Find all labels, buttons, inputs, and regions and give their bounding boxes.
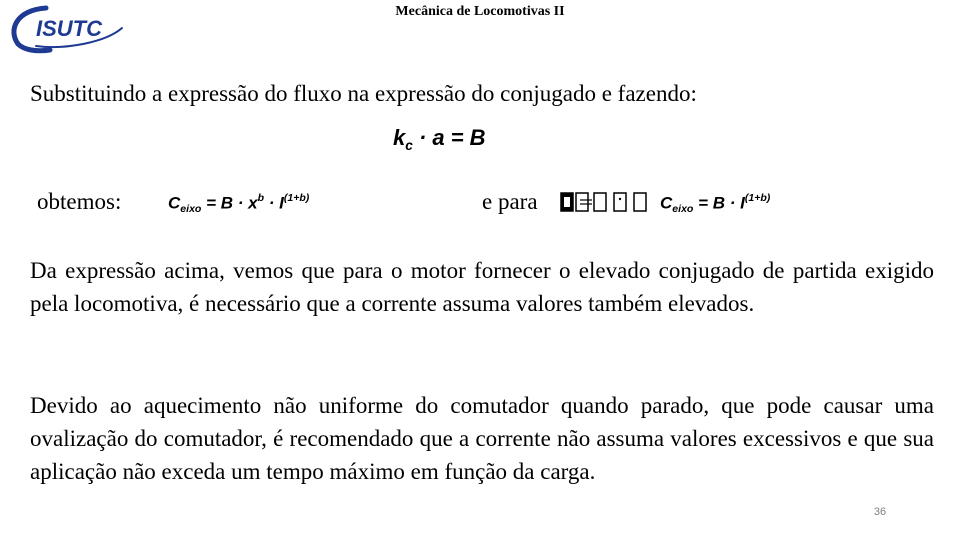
formula-term: C xyxy=(660,193,673,213)
formula-subscript: eixo xyxy=(180,203,202,216)
obtain-formula xyxy=(168,182,309,225)
paragraph-1: Da expressão acima, vemos que para o motor fornecer o elevado conjugado de partida exigido pela locomotiva, é necessário que a corrente assuma valores também elevados. xyxy=(30,258,934,316)
para-label: e para xyxy=(482,189,538,214)
formula-subscript: c xyxy=(405,137,413,153)
formula-superscript: b xyxy=(257,192,265,204)
paragraph-2: Devido ao aquecimento não uniforme do comutador quando parado, que pode causar uma ovalização do comutador, é recomendado que a corrente não assuma valores excessivos e que sua aplicação não exceda um tempo máximo em função da carga. xyxy=(30,393,934,484)
missing-glyph-icon xyxy=(558,190,658,216)
obtain-label: obtemos: xyxy=(37,189,122,214)
formula-term: · a = B xyxy=(412,125,486,150)
page-number: 36 xyxy=(873,506,887,518)
para-formula xyxy=(660,182,770,225)
formula-term: C xyxy=(168,193,181,213)
formula-term: k xyxy=(393,125,406,150)
formula-term: · I xyxy=(264,193,284,213)
formula-term: = B · x xyxy=(201,193,258,213)
formula-superscript: (1+b) xyxy=(744,192,771,204)
formula-superscript: (1+b) xyxy=(283,192,310,204)
intro-text: Substituindo a expressão do fluxo na expressão do conjugado e fazendo: xyxy=(30,81,697,106)
formula-term: = B · I xyxy=(693,193,745,213)
condition-formula xyxy=(393,122,486,162)
header-title: Mecânica de Locomotivas II xyxy=(395,4,565,19)
formula-subscript: eixo xyxy=(672,203,694,216)
logo-text: ISUTC xyxy=(36,16,102,41)
